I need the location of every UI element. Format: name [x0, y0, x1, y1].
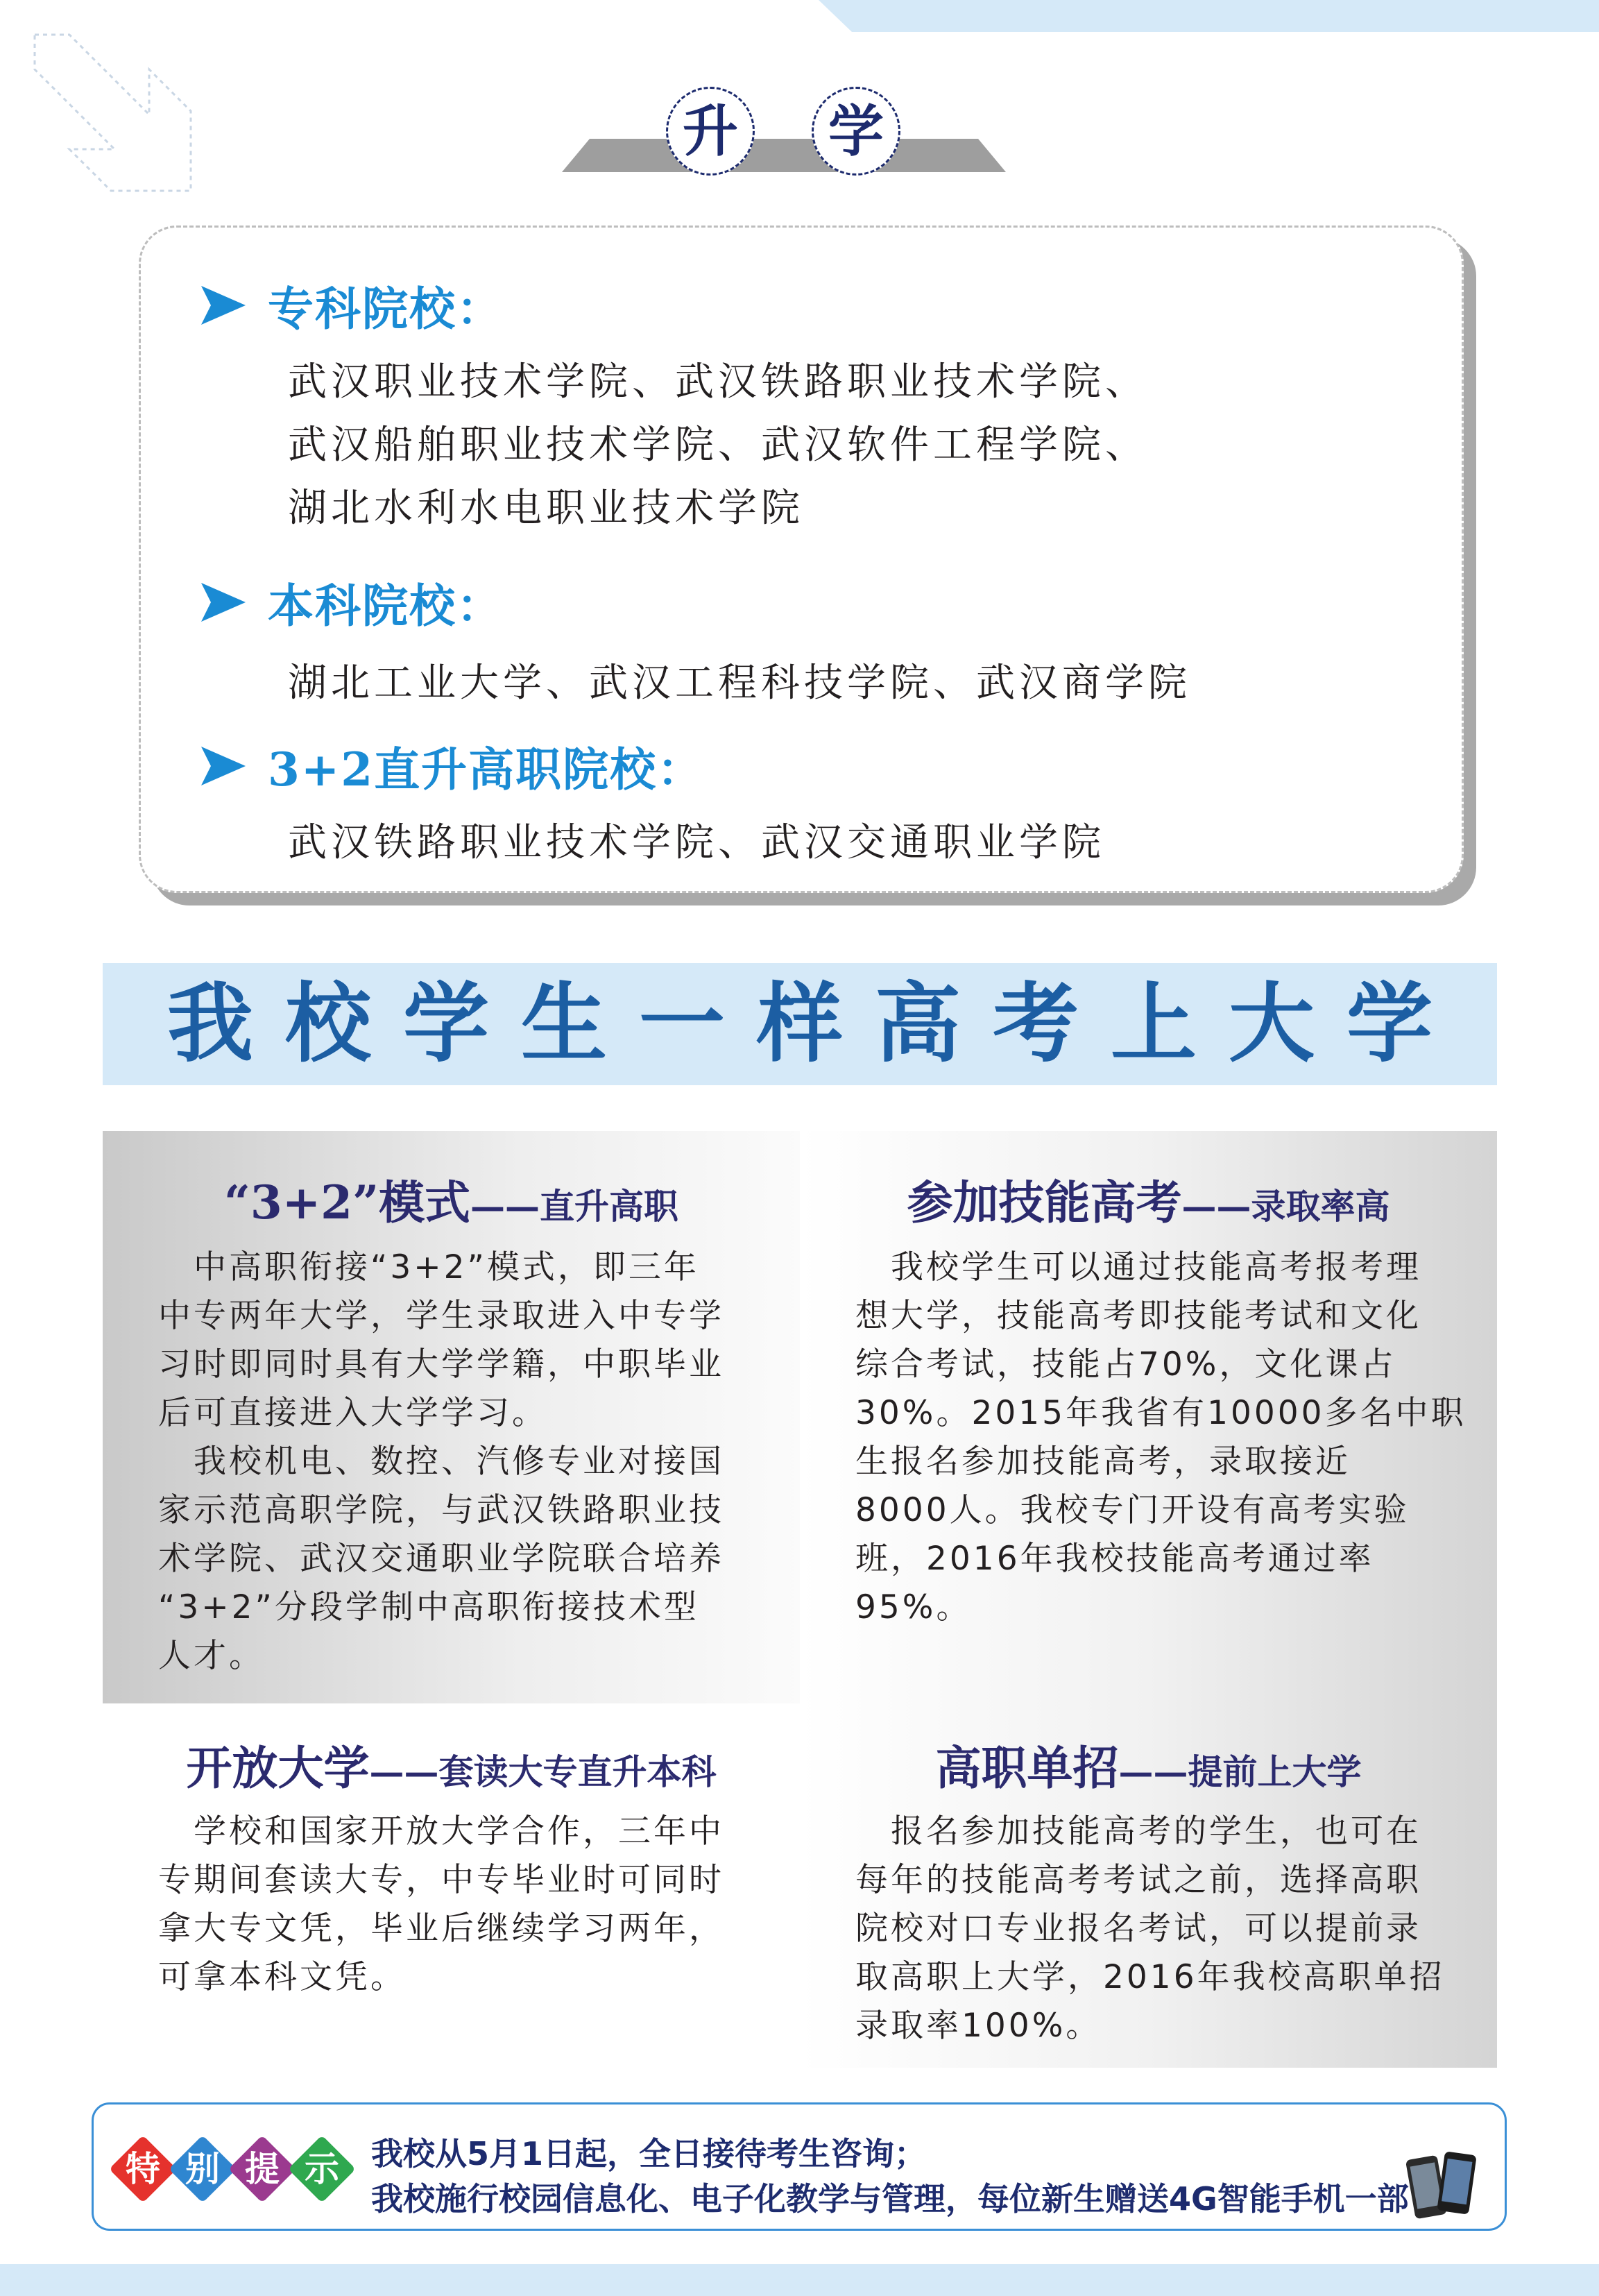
notice-badge	[110, 2136, 176, 2202]
text-line: 学校和国家开放大学合作，三年中	[158, 1812, 724, 1851]
corner-arrow-icon	[28, 21, 208, 194]
section-head-junior-college	[201, 272, 504, 338]
panel-title	[103, 1731, 800, 1797]
section-title: 专科院校：	[268, 282, 504, 336]
section-line: 武汉铁路职业技术学院、武汉交通职业学院	[288, 820, 1105, 865]
text-line: 综合考试，技能占70%，文化课占	[855, 1345, 1396, 1384]
panel-title	[103, 1166, 800, 1232]
text-line: 报名参加技能高考的学生，也可在	[855, 1812, 1421, 1851]
heading-char-1: 升	[666, 87, 755, 176]
panel-single-recruitment	[800, 1703, 1497, 2068]
panel-title-sub: ——录取率高	[1181, 1186, 1390, 1227]
section-line: 湖北工业大学、武汉工程科技学院、武汉商学院	[288, 661, 1191, 706]
text-line: “3+2”分段学制中高职衔接技术型	[158, 1588, 699, 1626]
panel-title-main: “3+2”模式	[223, 1175, 471, 1230]
text-line: 习时即同时具有大学学籍，中职毕业	[158, 1345, 724, 1384]
text-line: 家示范高职学院，与武汉铁路职业技	[158, 1491, 724, 1529]
panel-text	[855, 1808, 1445, 2050]
section-head-3plus2	[201, 733, 704, 799]
text-line: 我校机电、数控、汽修专业对接国	[158, 1443, 724, 1481]
notice-badge	[229, 2136, 296, 2202]
panel-text	[855, 1243, 1467, 1632]
section-line: 武汉船舶职业技术学院、武汉软件工程学院、	[288, 423, 1148, 468]
heading-char-2: 学	[812, 87, 900, 176]
text-line: 8000人。我校专门开设有高考实验	[855, 1491, 1410, 1529]
panel-text	[158, 1243, 724, 1681]
slogan-banner	[103, 963, 1497, 1085]
text-line: 班，2016年我校技能高考通过率	[855, 1540, 1374, 1578]
section-title: 本科院校：	[268, 579, 504, 633]
text-line: 取高职上大学，2016年我校高职单招	[855, 1958, 1445, 1996]
notice-line-2: 我校施行校园信息化、电子化教学与管理，每位新生赠送4G智能手机一部	[371, 2180, 1409, 2218]
panel-title-main: 高职单招	[935, 1741, 1119, 1795]
badge-char: 提	[245, 2149, 280, 2189]
section-title: 3+2直升高职院校：	[268, 742, 705, 797]
text-line: 录取率100%。	[855, 2007, 1102, 2045]
text-line: 可拿本科文凭。	[158, 1958, 406, 1996]
text-line: 术学院、武汉交通职业学院联合培养	[158, 1540, 724, 1578]
panel-open-university	[103, 1703, 800, 2068]
panel-title	[800, 1731, 1497, 1797]
text-line: 院校对口专业报名考试，可以提前录	[855, 1910, 1421, 1948]
slogan-text: 我校学生一样高考上大学	[166, 974, 1464, 1074]
text-line: 想大学，技能高考即技能考试和文化	[855, 1297, 1421, 1335]
text-line: 后可直接进入大学学习。	[158, 1394, 547, 1432]
text-line: 人才。	[158, 1637, 264, 1675]
text-line: 每年的技能高考考试之前，选择高职	[855, 1861, 1421, 1899]
notice-line-1: 我校从5月1日起，全日接待考生咨询；	[371, 2135, 927, 2172]
badge-char: 别	[185, 2149, 220, 2189]
notice-badge	[289, 2136, 355, 2202]
text-line: 专期间套读大专，中专毕业时可同时	[158, 1861, 724, 1899]
notice-badge	[169, 2136, 236, 2202]
heading-bar	[562, 139, 1006, 172]
text-line: 我校学生可以通过技能高考报考理	[855, 1248, 1421, 1286]
panel-3plus2-mode	[103, 1131, 800, 1703]
arrow-right-icon	[201, 583, 246, 622]
panel-title-sub: ——直升高职	[470, 1186, 679, 1227]
top-decor-band	[819, 0, 1599, 32]
panel-title-sub: ——套读大专直升本科	[369, 1751, 717, 1792]
panel-title-main: 参加技能高考	[907, 1175, 1182, 1230]
arrow-right-icon	[201, 747, 246, 785]
text-line: 30%。2015年我省有10000多名中职	[855, 1394, 1467, 1432]
text-line: 中专两年大学，学生录取进入中专学	[158, 1297, 724, 1335]
panel-text	[158, 1808, 724, 2002]
arrow-right-icon	[201, 286, 246, 325]
panel-skills-exam	[800, 1131, 1497, 1703]
section-line: 武汉职业技术学院、武汉铁路职业技术学院、	[288, 359, 1148, 405]
panel-title	[800, 1166, 1497, 1232]
badge-char: 特	[126, 2149, 160, 2189]
text-line: 中高职衔接“3+2”模式，即三年	[158, 1248, 699, 1286]
panel-title-main: 开放大学	[186, 1741, 370, 1795]
smartphone-icon	[1405, 2148, 1481, 2224]
bottom-decor-band	[0, 2264, 1599, 2296]
text-line: 拿大专文凭，毕业后继续学习两年，	[158, 1910, 724, 1948]
panel-title-sub: ——提前上大学	[1118, 1751, 1362, 1792]
badge-char: 示	[305, 2149, 339, 2189]
section-line: 湖北水利水电职业技术学院	[288, 486, 804, 531]
section-head-undergraduate	[201, 569, 504, 635]
text-line: 生报名参加技能高考，录取接近	[855, 1443, 1351, 1481]
text-line: 95%。	[855, 1588, 972, 1626]
